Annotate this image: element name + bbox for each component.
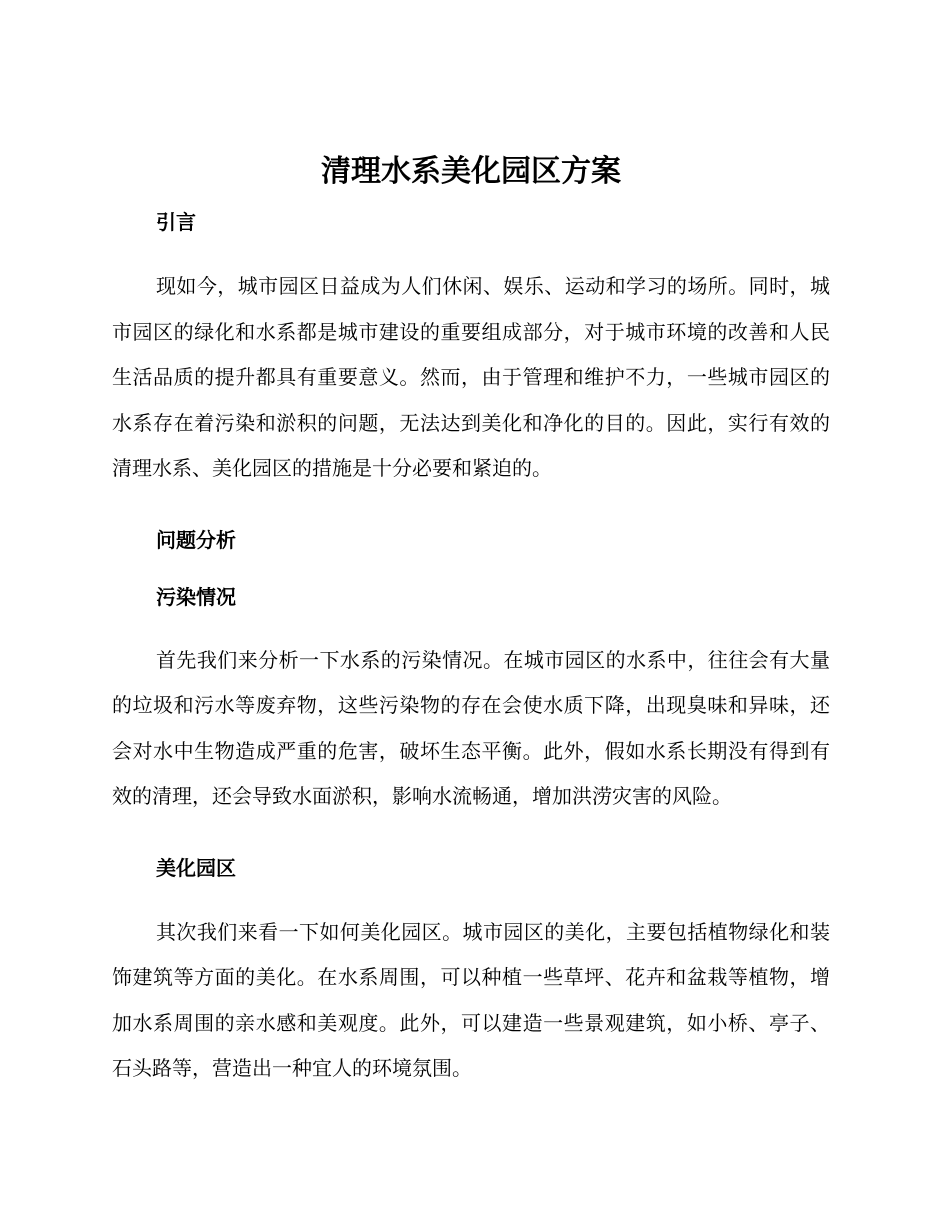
paragraph-pollution: 首先我们来分析一下水系的污染情况。在城市园区的水系中，往往会有大量的垃圾和污水等废弃物，这些污染物的存在会使水质下降，出现臭味和异味，还会对水中生物造成严重的危害，破坏生态平衡。此外，假如水系长期没有得到有效的清理，还会导致水面淤积，影响水流畅通，增加洪涝灾害的风险。 [112,647,830,808]
section-heading-pollution: 污染情况 [156,584,236,609]
paragraph-beautify-park: 其次我们来看一下如何美化园区。城市园区的美化，主要包括植物绿化和装饰建筑等方面的美化。在水系周围，可以种植一些草坪、花卉和盆栽等植物，增加水系周围的亲水感和美观度。此外，可以建造一些景观建筑，如小桥、亭子、石头路等，营造出一种宜人的环境氛围。 [112,919,830,1080]
document-body [112,150,830,1092]
document-title: 清理水系美化园区方案 [321,154,621,189]
section-heading-beautify-park: 美化园区 [156,855,236,880]
paragraph-introduction: 现如今，城市园区日益成为人们休闲、娱乐、运动和学习的场所。同时，城市园区的绿化和水系都是城市建设的重要组成部分，对于城市环境的改善和人民生活品质的提升都具有重要意义。然而，由于管理和维护不力，一些城市园区的水系存在着污染和淤积的问题，无法达到美化和净化的目的。因此，实行有效的清理水系、美化园区的措施是十分必要和紧迫的。 [112,274,830,480]
section-heading-introduction: 引言 [156,210,196,234]
section-heading-problem-analysis: 问题分析 [156,527,236,552]
